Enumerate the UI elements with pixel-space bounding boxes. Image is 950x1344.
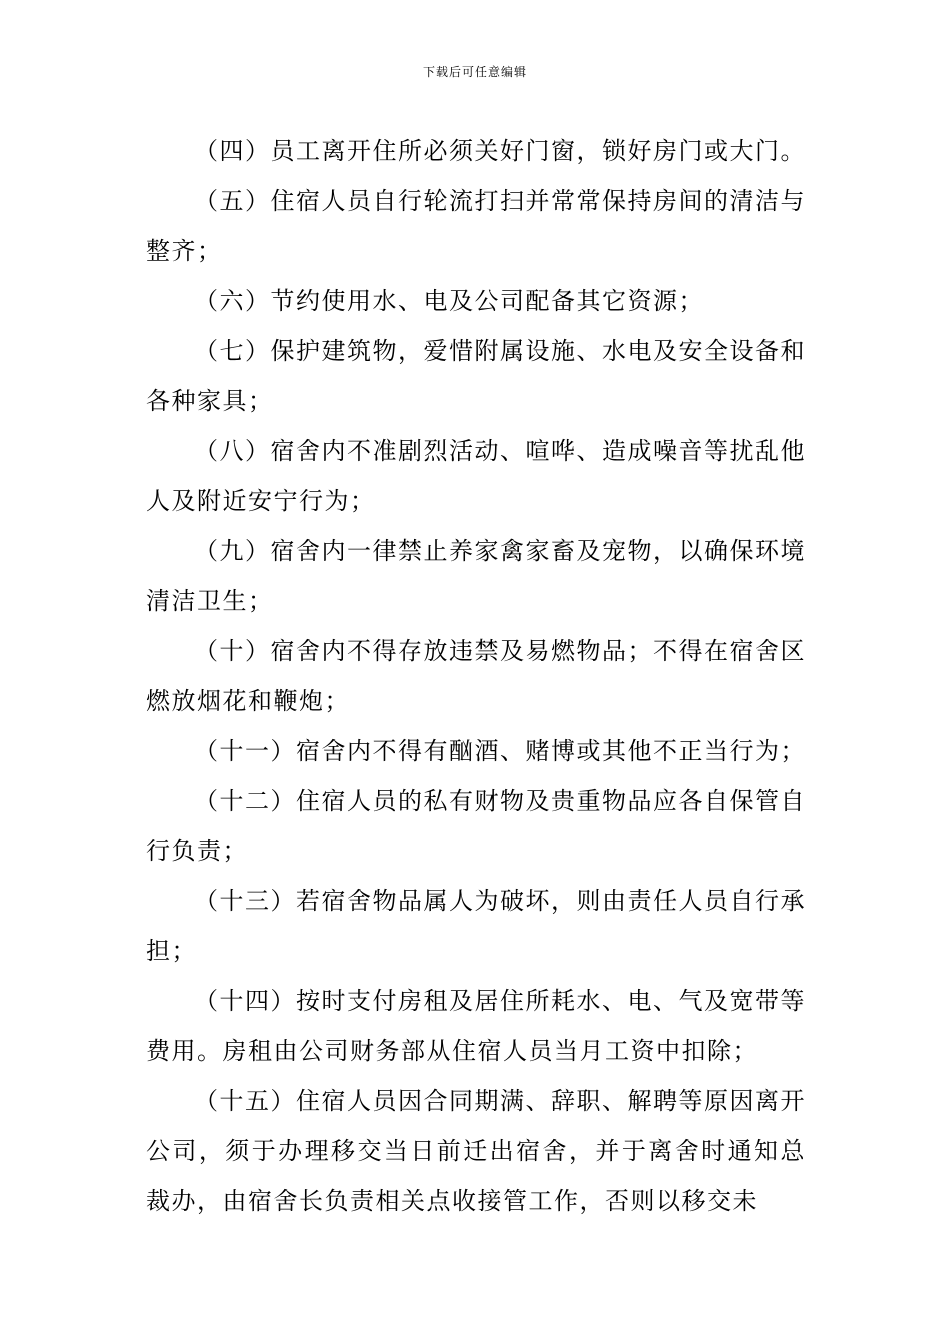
page-header: 下载后可任意编辑: [422, 65, 527, 79]
paragraph-7: （七）保护建筑物，爱惜附属设施、水电及安全设备和各种家具；: [146, 337, 806, 415]
paragraph-9: （九）宿舍内一律禁止养家禽家畜及宠物，以确保环境清洁卫生；: [146, 537, 806, 615]
paragraph-5: （五）住宿人员自行轮流打扫并常常保持房间的清洁与整齐；: [146, 187, 806, 265]
paragraph-14: （十四）按时支付房租及居住所耗水、电、气及宽带等费用。房租由公司财务部从住宿人员当月工资中扣除；: [146, 987, 806, 1065]
paragraph-11: （十一）宿舍内不得有酗酒、赌博或其他不正当行为；: [194, 737, 806, 765]
paragraph-4: （四）员工离开住所必须关好门窗，锁好房门或大门。: [194, 137, 806, 165]
paragraph-6: （六）节约使用水、电及公司配备其它资源；: [194, 287, 704, 315]
paragraph-10: （十）宿舍内不得存放违禁及易燃物品；不得在宿舍区燃放烟花和鞭炮；: [146, 637, 806, 715]
paragraph-8: （八）宿舍内不准剧烈活动、喧哗、造成噪音等扰乱他人及附近安宁行为；: [146, 437, 806, 515]
paragraph-15: （十五）住宿人员因合同期满、辞职、解聘等原因离开公司，须于办理移交当日前迁出宿舍，并于离舍时通知总裁办，由宿舍长负责相关点收接管工作，否则以移交未: [146, 1087, 806, 1215]
paragraph-13: （十三）若宿舍物品属人为破坏，则由责任人员自行承担；: [146, 887, 806, 965]
paragraph-12: （十二）住宿人员的私有财物及贵重物品应各自保管自行负责；: [146, 787, 806, 865]
document-body: [146, 126, 806, 1226]
